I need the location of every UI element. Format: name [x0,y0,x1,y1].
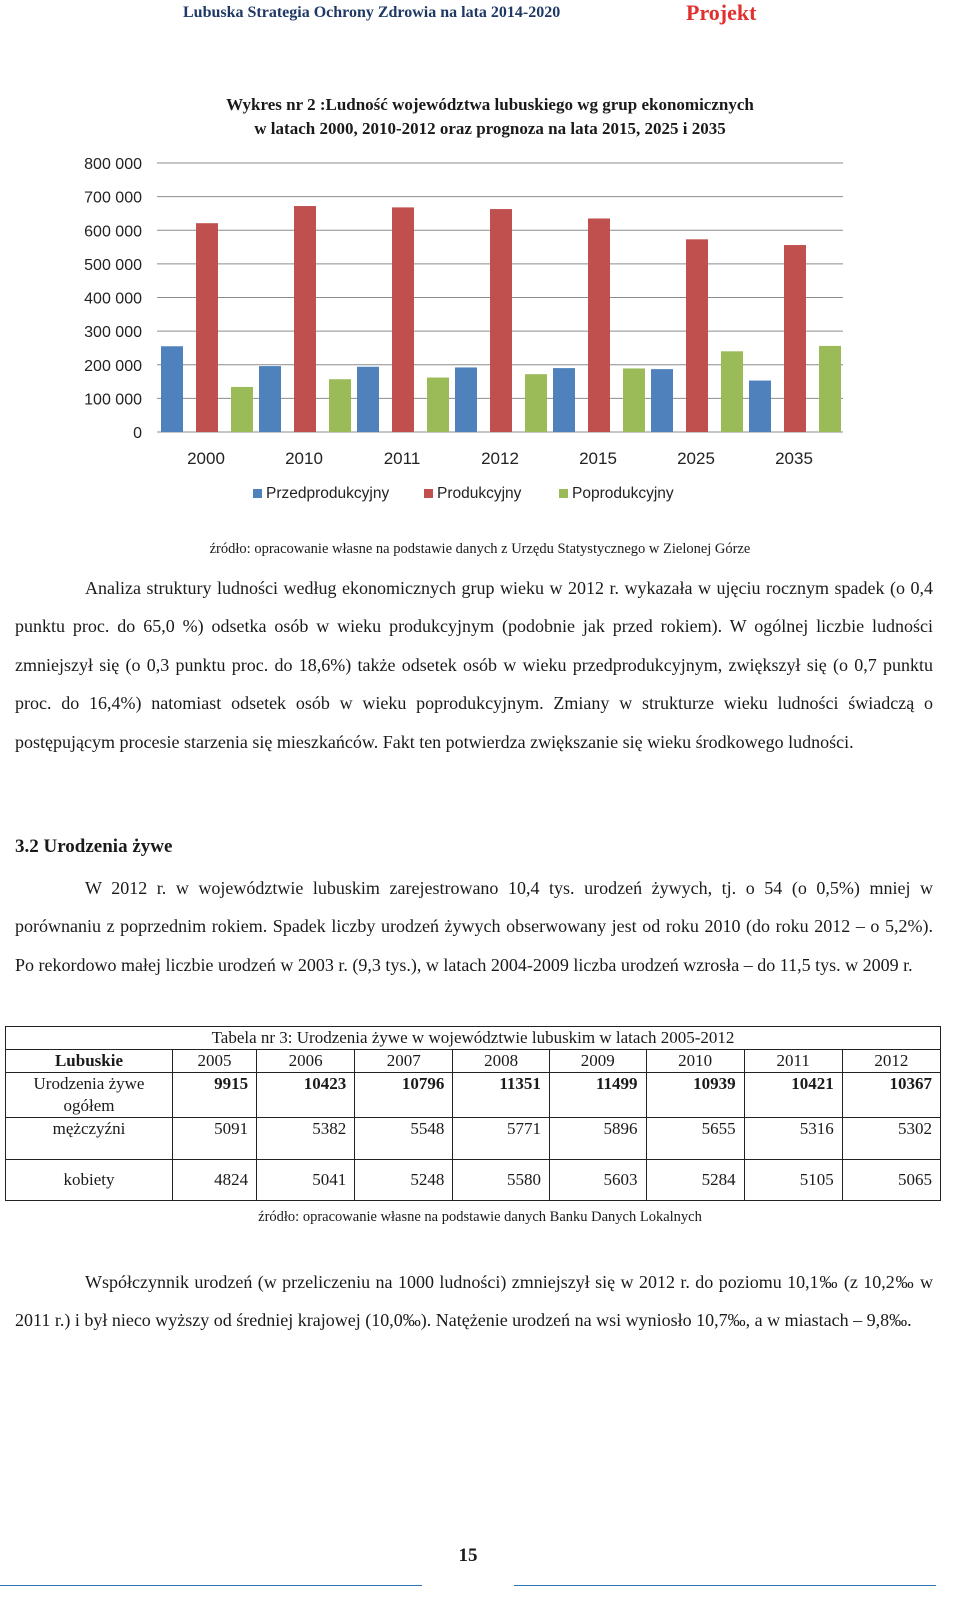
y-tick-label: 400 000 [84,290,142,308]
table-header-cell: Lubuskie [6,1050,173,1073]
table-cell: 5284 [646,1160,744,1201]
y-tick-label: 100 000 [84,391,142,409]
table-cell: 5896 [549,1118,646,1160]
legend-label: Produkcyjny [437,485,522,502]
table-header-cell: 2010 [646,1050,744,1073]
paragraph-age-structure-text: Analiza struktury ludności według ekonomicznych grup wieku w 2012 r. wykazała w ujęciu rocznym spadek (o 0,4 punktu proc. do 65,0 %) odsetka osób w wieku produkcyjnym (podobnie jak przed rokiem). W ogólnej liczbie ludności zmniejszył się (o 0,3 punktu proc. do 18,6%) także odsetek osób w wieku przedprodukcyjnym, zwiększył się (o 0,7 punktu proc. do 16,4%) natomiast odsetek osób w wieku poprodukcyjnym. Zmiany w strukturze wieku ludności świadczą o postępującym procesie starzenia się mieszkańców. Fakt ten potwierdza zwiększanie się wieku środkowego ludności. [15,578,933,752]
table-cell: 10796 [355,1073,453,1118]
table-header-cell: 2008 [453,1050,550,1073]
table-cell: 5248 [355,1160,453,1201]
table-cell: 5041 [257,1160,355,1201]
chart-title-line-2: w latach 2000, 2010-2012 oraz prognoza na lata 2015, 2025 i 2035 [254,119,726,138]
paragraph-birth-rate-text: Współczynnik urodzeń (w przeliczeniu na 1000 ludności) zmniejszył się w 2012 r. do poziomu 10,1‰ (z 10,2‰ w 2011 r.) i był nieco wyższy od średniej krajowej (10,0‰). Natężenie urodzeń na wsi wyniosło 10,7‰, a w miastach – 9,8‰. [15,1272,933,1331]
chart-bar [686,239,708,432]
x-tick-label: 2025 [677,449,715,468]
table-header-cell: 2012 [842,1050,940,1073]
legend-label: Przedprodukcyjny [266,485,390,502]
y-tick-label: 800 000 [84,156,142,173]
page-number: 15 [458,1545,478,1566]
x-tick-label: 2012 [481,449,519,468]
y-tick-label: 700 000 [84,189,142,207]
table-row [6,1160,941,1201]
table-source-note: źródło: opracowanie własne na podstawie danych Banku Danych Lokalnych [258,1209,702,1225]
x-tick-label: 2011 [383,449,421,468]
x-tick-label: 2000 [187,449,225,468]
y-tick-label: 500 000 [84,256,142,274]
table-row [6,1118,941,1160]
table-cell: 5655 [646,1118,744,1160]
table-cell: 4824 [173,1160,257,1201]
chart-bar [819,346,841,432]
chart-bar [294,206,316,432]
x-tick-label: 2015 [579,449,617,468]
table-row-label: Urodzenia żywe ogółem [6,1073,173,1118]
table-cell: 5603 [549,1160,646,1201]
chart-bar [784,245,806,432]
chart-bar [357,367,379,432]
y-tick-label: 0 [133,425,142,442]
y-tick-label: 600 000 [84,223,142,241]
paragraph-birth-rate [15,1263,933,1340]
table-header-cell: 2007 [355,1050,453,1073]
document-header-title: Lubuska Strategia Ochrony Zdrowia na lata 2014-2020 [183,4,561,21]
chart-bar [392,207,414,432]
paragraph-births [15,869,933,984]
table-cell: 10421 [744,1073,842,1118]
chart-bar [749,381,771,432]
table-cell: 11351 [453,1073,550,1118]
table-caption: Tabela nr 3: Urodzenia żywe w województwie lubuskim w latach 2005-2012 [6,1027,941,1050]
chart-bar [231,387,253,432]
table-header-cell: 2009 [549,1050,646,1073]
chart-title [150,93,830,141]
table-header-row [6,1050,941,1073]
births-table [5,1026,941,1201]
legend-swatch [559,489,568,498]
table-cell: 9915 [173,1073,257,1118]
x-tick-label: 2010 [285,449,323,468]
table-header-cell: 2005 [173,1050,257,1073]
chart-bar [490,209,512,432]
table-cell: 10367 [842,1073,940,1118]
chart-title-line-1: Wykres nr 2 :Ludność województwa lubuskiego wg grup ekonomicznych [226,95,754,114]
legend-swatch [424,489,433,498]
table-cell: 5302 [842,1118,940,1160]
table-cell: 10423 [257,1073,355,1118]
chart-bar [623,368,645,432]
table-header-cell: 2011 [744,1050,842,1073]
table-cell: 11499 [549,1073,646,1118]
chart-source-note: źródło: opracowanie własne na podstawie danych z Urzędu Statystycznego w Zielonej Górze [209,541,751,557]
table-cell: 5382 [257,1118,355,1160]
table-row-label: kobiety [6,1160,173,1201]
paragraph-age-structure [15,569,933,761]
chart-bar [259,366,281,432]
table-cell: 10939 [646,1073,744,1118]
footer-rule-left [0,1585,422,1586]
legend-label: Poprodukcyjny [572,485,674,502]
table-cell: 5771 [453,1118,550,1160]
table-cell: 5316 [744,1118,842,1160]
x-tick-label: 2035 [775,449,813,468]
chart-bar [721,351,743,432]
chart-bar [553,368,575,432]
table-cell: 5105 [744,1160,842,1201]
table-cell: 5548 [355,1118,453,1160]
footer-rule-right [514,1585,936,1586]
y-tick-label: 300 000 [84,324,142,342]
draft-badge: Projekt [686,0,757,25]
chart-bar [329,379,351,432]
section-heading: 3.2 Urodzenia żywe [15,836,173,857]
table-cell: 5580 [453,1160,550,1201]
paragraph-births-text: W 2012 r. w województwie lubuskim zarejestrowano 10,4 tys. urodzeń żywych, tj. o 54 (o 0,5%) mniej w porównaniu z poprzednim rokiem. Spadek liczby urodzeń żywych obserwowany jest od roku 2010 (do roku 2012 – o 5,2%). Po rekordowo małej liczbie urodzeń w 2003 r. (9,3 tys.), w latach 2004-2009 liczba urodzeń wzrosła – do 11,5 tys. w 2009 r. [15,878,933,975]
table-row-label: mężczyźni [6,1118,173,1160]
chart-bar [161,346,183,432]
population-bar-chart [60,150,860,520]
chart-bar [525,374,547,432]
chart-bar [588,218,610,432]
table-cell: 5065 [842,1160,940,1201]
legend-swatch [253,489,262,498]
y-tick-label: 200 000 [84,357,142,375]
table-header-cell: 2006 [257,1050,355,1073]
chart-bar [196,223,218,432]
chart-bar [455,367,477,432]
table-row [6,1073,941,1118]
table-cell: 5091 [173,1118,257,1160]
chart-bar [651,369,673,432]
chart-bar [427,378,449,432]
